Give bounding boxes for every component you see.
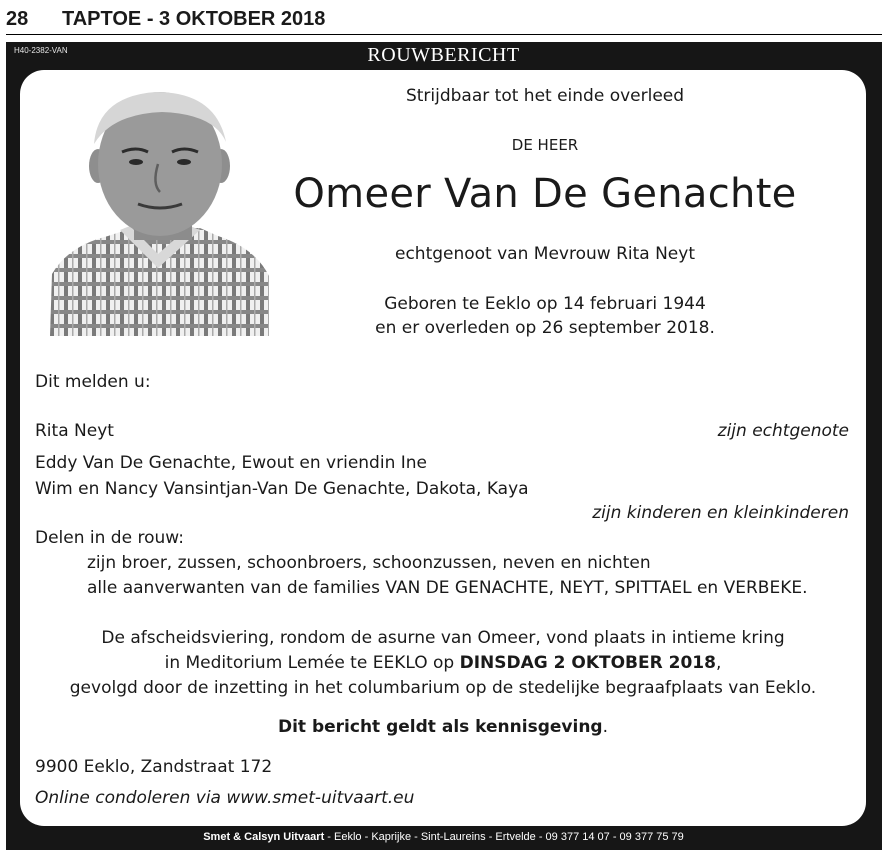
footer-company: Smet & Calsyn Uitvaart	[203, 831, 325, 843]
spouse-line: echtgenoot van Mevrouw Rita Neyt	[394, 244, 695, 264]
ad-header: ROUWBERICHT	[367, 44, 520, 66]
mourning-line-1: zijn broer, zussen, schoonbroers, schoonzussen, neven en nichten	[87, 553, 651, 573]
honorific: DE HEER	[511, 136, 579, 154]
ceremony-line-2	[20, 653, 866, 673]
spouse-role: zijn echtgenote	[717, 421, 849, 441]
ceremony-line-1: De afscheidsviering, rondom de asurne van Omeer, vond plaats in intieme kring	[101, 628, 785, 648]
footer-details: - Eeklo - Kaprijke - Sint-Laureins - Ertvelde - 09 377 14 07 - 09 377 75 79	[324, 831, 684, 843]
newspaper-masthead	[6, 6, 882, 35]
announce-line: Dit melden u:	[35, 372, 151, 392]
footer-bar	[0, 831, 887, 843]
masthead-title: TAPTOE - 3 OKTOBER 2018	[62, 8, 326, 30]
address-line: 9900 Eeklo, Zandstraat 172	[35, 757, 273, 777]
page-number: 28	[6, 8, 29, 30]
ceremony-comma: ,	[715, 653, 722, 673]
child-line-2: Wim en Nancy Vansintjan-Van De Genachte, Dakota, Kaya	[35, 479, 529, 499]
ceremony-line-3: gevolgd door de inzetting in het columbarium op de stedelijke begraafplaats van Eeklo.	[69, 678, 817, 698]
children-role: zijn kinderen en kleinkinderen	[592, 503, 849, 523]
online-condolence: Online condoleren via www.smet-uitvaart.eu	[35, 788, 415, 808]
portrait-photo	[50, 86, 269, 336]
ceremony-location: in Meditorium Lemée te EEKLO op	[164, 653, 460, 673]
child-line-1: Eddy Van De Genachte, Ewout en vriendin Ine	[35, 453, 427, 473]
ad-reference: H40-2382-VAN	[14, 46, 68, 55]
mourning-label: Delen in de rouw:	[35, 528, 184, 548]
notice-statement-bold: Dit bericht geldt als kennisgeving	[277, 717, 603, 737]
death-line: en er overleden op 26 september 2018.	[375, 318, 715, 338]
notice-statement-dot: .	[602, 717, 608, 737]
birth-line: Geboren te Eeklo op 14 februari 1944	[384, 294, 706, 314]
intro-line: Strijdbaar tot het einde overleed	[405, 86, 685, 106]
ceremony-date: DINSDAG 2 OKTOBER 2018	[459, 653, 716, 673]
mourning-line-2: alle aanverwanten van de families VAN DE GENACHTE, NEYT, SPITTAEL en VERBEKE.	[87, 578, 808, 598]
deceased-name: Omeer Van De Genachte	[293, 171, 797, 217]
spouse-name: Rita Neyt	[35, 421, 114, 441]
notice-statement	[20, 717, 866, 737]
